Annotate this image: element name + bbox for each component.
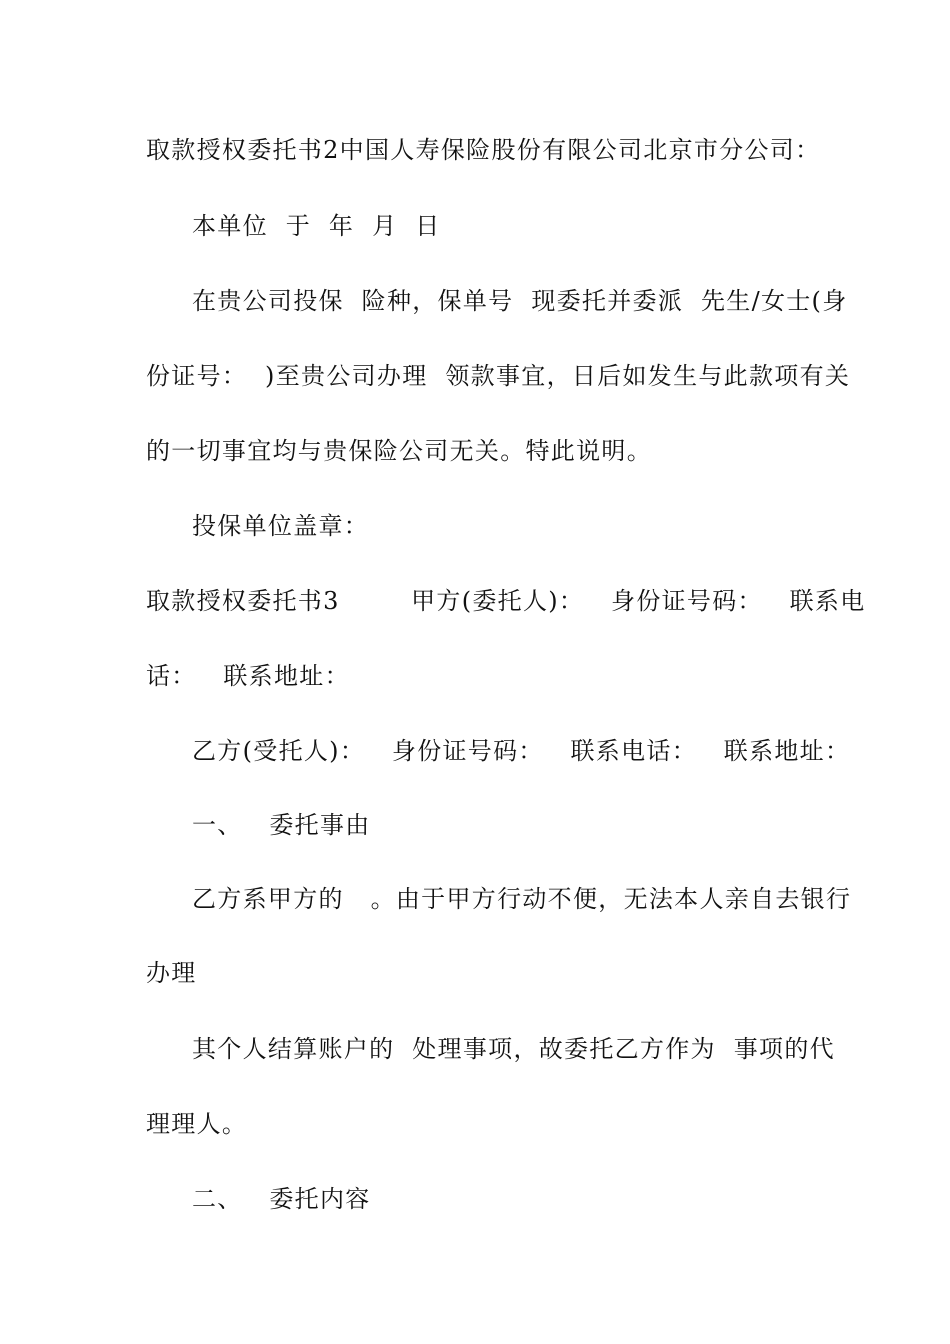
paragraph-line: 乙方(受托人)： 身份证号码： 联系电话： 联系地址： [192,737,851,765]
paragraph-line: 本单位 于 年 月 日 [192,212,441,240]
paragraph-heading-2: 取款授权委托书2中国人寿保险股份有限公司北京市分公司： [146,136,821,164]
section-heading: 二、 委托内容 [192,1185,371,1213]
paragraph-line: 其个人结算账户的 处理事项，故委托乙方作为 事项的代 [192,1035,835,1063]
paragraph-line: 乙方系甲方的 。由于甲方行动不便，无法本人亲自去银行 [192,885,852,913]
paragraph-line: 话： 联系地址： [146,662,350,690]
section-heading: 一、 委托事由 [192,811,371,839]
signature-line: 投保单位盖章： [192,512,370,540]
paragraph-line: 在贵公司投保 险种，保单号 现委托并委派 先生/女士(身 [192,287,848,315]
paragraph-line: 份证号： )至贵公司办理 领款事宜，日后如发生与此款项有关 [146,362,851,390]
paragraph-line: 办理 [146,959,197,987]
paragraph-line: 理理人。 [146,1110,248,1138]
paragraph-heading-3: 取款授权委托书3 甲方(委托人)： 身份证号码： 联系电 [146,587,866,615]
paragraph-line: 的一切事宜均与贵保险公司无关。特此说明。 [146,437,652,465]
